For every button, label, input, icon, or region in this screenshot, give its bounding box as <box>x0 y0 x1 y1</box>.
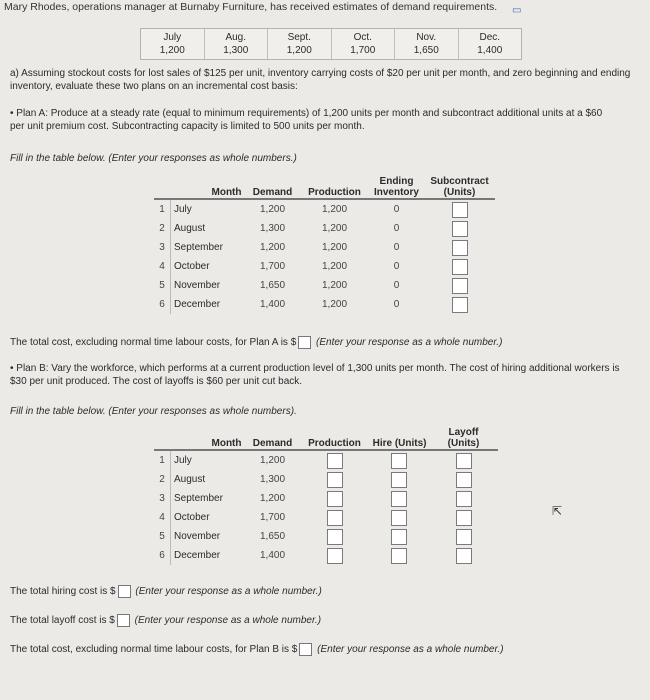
demand-cell: Oct. 1,700 <box>332 29 396 59</box>
mouse-cursor-icon: ⇱ <box>552 504 563 518</box>
hire-input[interactable] <box>391 491 407 507</box>
subcontract-input[interactable] <box>452 278 468 294</box>
col-production: Production <box>301 176 369 199</box>
production-input[interactable] <box>327 529 343 545</box>
production-input[interactable] <box>327 472 343 488</box>
plan-b-instruction: Fill in the table below. (Enter your responses as whole numbers). <box>10 406 297 417</box>
col-demand: Demand <box>245 427 301 450</box>
production-input[interactable] <box>327 453 343 469</box>
layoff-input[interactable] <box>456 548 472 564</box>
production-input[interactable] <box>327 510 343 526</box>
layoff-input[interactable] <box>456 453 472 469</box>
table-row: 6 December 1,400 <box>154 546 498 565</box>
plan-a-total-input[interactable] <box>298 336 311 349</box>
col-hire: Hire (Units) <box>369 427 430 450</box>
col-demand: Demand <box>245 176 301 199</box>
layoff-cost-input[interactable] <box>117 614 130 627</box>
demand-cell: Sept. 1,200 <box>268 29 332 59</box>
copy-icon[interactable]: ▭ <box>512 5 522 16</box>
production-input[interactable] <box>327 548 343 564</box>
subcontract-input[interactable] <box>452 221 468 237</box>
demand-cell: Nov. 1,650 <box>395 29 459 59</box>
hiring-cost-line: The total hiring cost is $ (Enter your response as a whole number.) <box>10 586 322 598</box>
layoff-input[interactable] <box>456 472 472 488</box>
plan-b-total-input[interactable] <box>299 643 312 656</box>
table-row: 1 July 1,200 <box>154 450 498 470</box>
problem-header: Mary Rhodes, operations manager at Burnaby Furniture, has received estimates of demand requirements. <box>4 1 498 13</box>
table-row: 1 July 1,200 1,200 0 <box>154 199 495 219</box>
plan-b-table <box>154 427 498 565</box>
col-subcontract: Subcontract (Units) <box>425 176 495 199</box>
layoff-cost-line: The total layoff cost is $ (Enter your response as a whole number.) <box>10 615 322 627</box>
table-row: 5 November 1,650 1,200 0 <box>154 276 495 295</box>
hiring-cost-input[interactable] <box>118 585 131 598</box>
part-a-text: a) Assuming stockout costs for lost sales of $125 per unit, inventory carrying costs of $20 per unit per month, and zero beginning and ending inventory, evaluate these two plans on an incremental cost basis: <box>10 68 631 92</box>
production-input[interactable] <box>327 491 343 507</box>
hire-input[interactable] <box>391 548 407 564</box>
table-row: 6 December 1,400 1,200 0 <box>154 295 495 314</box>
layoff-input[interactable] <box>456 510 472 526</box>
table-row: 5 November 1,650 <box>154 527 498 546</box>
subcontract-input[interactable] <box>452 259 468 275</box>
demand-cell: July 1,200 <box>141 29 205 59</box>
plan-a-instruction: Fill in the table below. (Enter your responses as whole numbers.) <box>10 153 297 164</box>
col-ending-inventory: Ending Inventory <box>369 176 425 199</box>
demand-cell: Aug. 1,300 <box>205 29 269 59</box>
hire-input[interactable] <box>391 529 407 545</box>
plan-b-description: • Plan B: Vary the workforce, which performs at a current production level of 1,300 units per month. The cost of hiring additional workers is $30 per unit produced. The cost of layoffs is $60 per unit cut back. <box>10 363 620 387</box>
col-production: Production <box>301 427 369 450</box>
demand-requirements-table <box>140 28 522 60</box>
plan-b-total-line: The total cost, excluding normal time labour costs, for Plan B is $ (Enter your response as a whole number.) <box>10 644 504 656</box>
subcontract-input[interactable] <box>452 240 468 256</box>
layoff-input[interactable] <box>456 491 472 507</box>
demand-cell: Dec. 1,400 <box>477 32 503 56</box>
col-month: Month <box>171 427 245 450</box>
hire-input[interactable] <box>391 510 407 526</box>
subcontract-input[interactable] <box>452 297 468 313</box>
plan-a-table <box>154 176 495 314</box>
table-row: 4 October 1,700 1,200 0 <box>154 257 495 276</box>
col-month: Month <box>171 176 245 199</box>
layoff-input[interactable] <box>456 529 472 545</box>
col-layoff: Layoff (Units) <box>430 427 498 450</box>
plan-a-description: • Plan A: Produce at a steady rate (equal to minimum requirements) of 1,200 units per month and subcontract additional units at a $60 per unit premium cost. Subcontracting capacity is limited to 500 units per month. <box>10 108 603 132</box>
subcontract-input[interactable] <box>452 202 468 218</box>
table-row: 2 August 1,300 <box>154 470 498 489</box>
table-row: 2 August 1,300 1,200 0 <box>154 219 495 238</box>
table-row: 3 September 1,200 1,200 0 <box>154 238 495 257</box>
hire-input[interactable] <box>391 472 407 488</box>
table-row: 4 October 1,700 <box>154 508 498 527</box>
plan-a-total-line: The total cost, excluding normal time labour costs, for Plan A is $ (Enter your response as a whole number.) <box>10 337 503 349</box>
table-row: 3 September 1,200 <box>154 489 498 508</box>
hire-input[interactable] <box>391 453 407 469</box>
